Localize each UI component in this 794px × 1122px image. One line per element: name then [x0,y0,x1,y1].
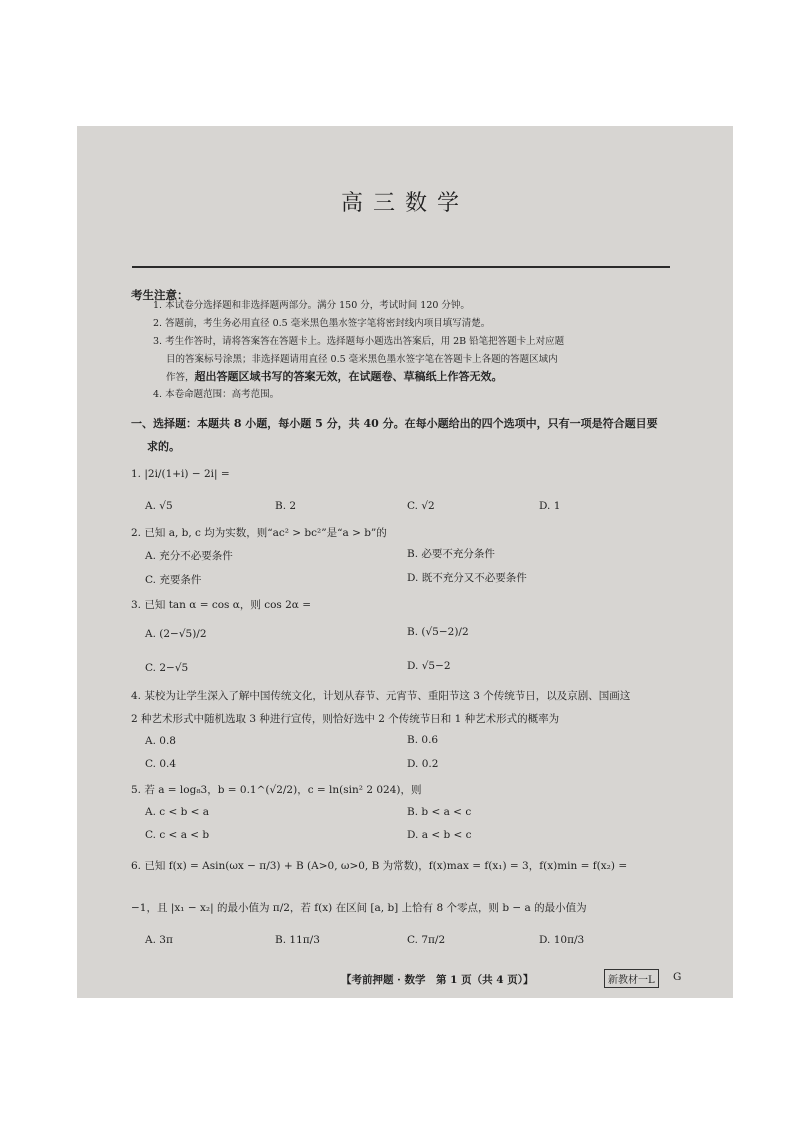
q2-option-a: A. 充分不必要条件 [145,550,233,562]
q3-option-d: D. √5−2 [407,660,451,672]
q5-option-d: D. a < b < c [407,829,472,841]
q6-option-b: B. 11π/3 [275,934,320,946]
question-2: 2. 已知 a, b, c 均为实数，则“ac² > bc²”是“a > b”的 [131,527,387,539]
edition-suffix: G [673,971,682,983]
q5-option-b: B. b < a < c [407,806,472,818]
q5-option-a: A. c < b < a [145,806,210,818]
q5-option-c: C. c < a < b [145,829,210,841]
q4-option-b: B. 0.6 [407,734,439,746]
q3-option-c: C. 2−√5 [145,662,189,674]
q2-option-d: D. 既不充分又不必要条件 [407,572,527,584]
notice-heading: 考生注意： [131,288,189,302]
notice-item-3-end: 作答，超出答题区域书写的答案无效，在试题卷、草稿纸上作答无效。 [166,370,503,383]
question-5: 5. 若 a = log₈3，b = 0.1^(√2/2)，c = ln(sin² 2 024)，则 [131,784,422,796]
q2-option-c: C. 充要条件 [145,574,202,586]
notice-item-2: 2. 答题前，考生务必用直径 0.5 毫米黑色墨水签字笔将密封线内项目填写清楚。 [153,318,491,329]
q4-option-d: D. 0.2 [407,758,439,770]
notice-item-4: 4. 本卷命题范围：高考范围。 [153,389,280,400]
q1-option-c: C. √2 [407,500,435,512]
edition-badge: 新教材一L [604,969,659,988]
question-4: 4. 某校为让学生深入了解中国传统文化，计划从春节、元宵节、重阳节这 3 个传统节日，以及京剧、国画这 [131,690,631,702]
q3-option-a: A. (2−√5)/2 [145,628,207,640]
exam-page [77,126,733,998]
question-6-cont: −1，且 |x₁ − x₂| 的最小值为 π/2，若 f(x) 在区间 [a, b] 上恰有 8 个零点，则 b − a 的最小值为 [131,902,587,914]
q1-option-b: B. 2 [275,500,297,512]
notice-item-3-cont: 目的答案标号涂黑；非选择题请用直径 0.5 毫米黑色墨水签字笔在答题卡上各题的答题区域内 [166,354,558,365]
title-divider [132,266,670,268]
question-3: 3. 已知 tan α = cos α，则 cos 2α = [131,599,312,611]
q3-option-b: B. (√5−2)/2 [407,626,469,638]
question-4-cont: 2 种艺术形式中随机选取 3 种进行宣传，则恰好选中 2 个传统节日和 1 种艺术形式的概率为 [131,713,560,725]
q1-option-d: D. 1 [539,500,561,512]
notice-emphasis: 超出答题区域书写的答案无效，在试题卷、草稿纸上作答无效。 [194,370,503,383]
q6-option-c: C. 7π/2 [407,934,446,946]
question-6: 6. 已知 f(x) = Asin(ωx − π/3) + B (A>0, ω>0, B 为常数)，f(x)max = f(x₁) = 3，f(x)min = f(x₂) = [131,860,628,872]
q4-option-a: A. 0.8 [145,735,176,747]
page-footer: 【考前押题 · 数学 第 1 页（共 4 页）】 [341,974,534,986]
q4-option-c: C. 0.4 [145,758,177,770]
section-heading-cont: 求的。 [147,440,180,453]
notice-item-3: 3. 考生作答时，请将答案答在答题卡上。选择题每小题选出答案后，用 2B 铅笔把答题卡上对应题 [153,336,565,347]
page-title: 高三数学 [340,191,469,216]
q6-option-d: D. 10π/3 [539,934,585,946]
section-heading: 一、选择题：本题共 8 小题，每小题 5 分，共 40 分。在每小题给出的四个选项中，只有一项是符合题目要 [131,417,658,430]
q1-option-a: A. √5 [145,500,173,512]
question-1: 1. |2i/(1+i) − 2i| = [131,468,230,480]
notice-item-1: 1. 本试卷分选择题和非选择题两部分。满分 150 分，考试时间 120 分钟。 [153,300,470,311]
q6-option-a: A. 3π [145,934,173,946]
q2-option-b: B. 必要不充分条件 [407,548,495,560]
